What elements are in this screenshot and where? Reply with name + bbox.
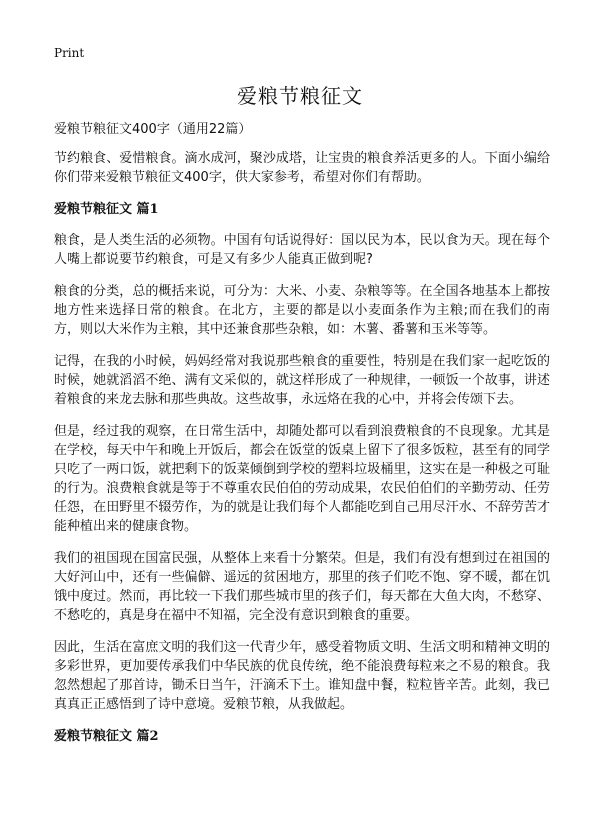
section-heading-2: 爱粮节粮征文 篇2 bbox=[54, 729, 159, 744]
section-1-paragraph-4: 但是，经过我的观察，在日常生活中，却随处都可以看到浪费粮食的不良现象。尤其是在学校，每天中午和晚上开饭后，都会在饭堂的饭桌上留下了很多饭粒，甚至有的同学只吃了一两口饭，就把剩下的饭菜倾倒到学校的塑料垃圾桶里，这实在是一种极之可耻的行为。浪费粮食就是等于不尊重农民伯伯的劳动成果，农民伯伯们的辛勤劳动、任劳任怨，在田野里不辍劳作，为的就是让我们每个人都能吃到自己用尽汗水、不辞劳苦才能种植出来的健康食物。 bbox=[54, 424, 550, 534]
section-1-paragraph-2: 粮食的分类，总的概括来说，可分为：大米、小麦、杂粮等等。在全国各地基本上都按地方性来选择日常的粮食。在北方，主要的都是以小麦面条作为主粮;而在我们的南方，则以大米作为主粮，其中还兼食那些杂粮，如：木薯、番薯和玉米等等。 bbox=[54, 284, 550, 337]
intro-paragraph: 节约粮食、爱惜粮食。滴水成河，聚沙成塔，让宝贵的粮食养活更多的人。下面小编给你们带来爱粮节粮征文400字，供大家参考，希望对你们有帮助。 bbox=[54, 151, 550, 185]
section-1-paragraph-3: 记得，在我的小时候，妈妈经常对我说那些粮食的重要性，特别是在我们家一起吃饭的时候，她就滔滔不绝、满有文采似的，就这样形成了一种规律，一顿饭一个故事，讲述着粮食的来龙去脉和那些典故。这些故事，永远烙在我的心中，并将会传颂下去。 bbox=[54, 354, 550, 407]
article-subtitle: 爱粮节粮征文400字（通用22篇） bbox=[54, 122, 252, 137]
section-1-paragraph-6: 因此，生活在富庶文明的我们这一代青少年，感受着物质文明、生活文明和精神文明的多彩世界，更加要传承我们中华民族的优良传统，绝不能浪费每粒来之不易的粮食。我忽然想起了那首诗，锄禾日当午，汗滴禾下土。谁知盘中餐，粒粒皆辛苦。此刻，我已真真正正感悟到了诗中意境。爱粮节粮，从我做起。 bbox=[54, 640, 550, 712]
section-1-paragraph-5: 我们的祖国现在国富民强，从整体上来看十分繁荣。但是，我们有没有想到过在祖国的大好河山中，还有一些偏僻、遥远的贫困地方，那里的孩子们吃不饱、穿不暖，都在饥饿中度过。然而，再比较一下我们那些城市里的孩子们，每天都在大鱼大肉，不愁穿、不愁吃的，真是身在福中不知福，完全没有意识到粮食的重要。 bbox=[54, 551, 550, 623]
section-1-paragraph-1: 粮食，是人类生活的必须物。中国有句话说得好：国以民为本，民以食为天。现在每个人嘴上都说要节约粮食，可是又有多少人能真正做到呢? bbox=[54, 233, 550, 267]
article-body bbox=[54, 120, 550, 758]
print-link[interactable]: Print bbox=[54, 46, 85, 60]
section-heading-1: 爱粮节粮征文 篇1 bbox=[54, 202, 159, 217]
page-title: 爱粮节粮征文 bbox=[237, 84, 363, 108]
